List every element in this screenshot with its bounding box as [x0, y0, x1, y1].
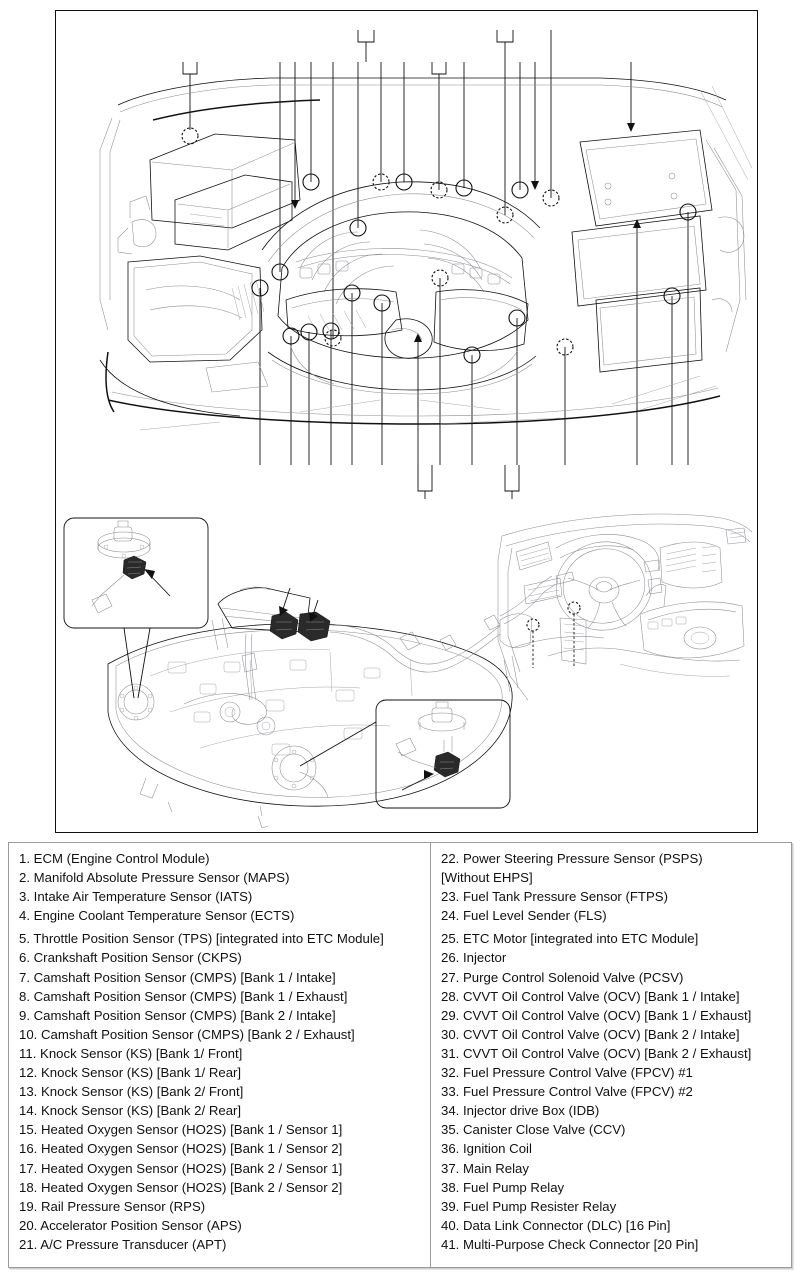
legend-item-left-2: 3. Intake Air Temperature Sensor (IATS) — [19, 889, 253, 905]
legend-item-right-3: 24. Fuel Level Sender (FLS) — [441, 908, 607, 924]
legend-item-right-5: 26. Injector — [441, 950, 507, 966]
legend-item-right-6: 27. Purge Control Solenoid Valve (PCSV) — [441, 969, 684, 985]
legend-item-right-20: 41. Multi-Purpose Check Connector [20 Pin] — [441, 1236, 699, 1252]
legend-item-right-7: 28. CVVT Oil Control Valve (OCV) [Bank 1 / Intake] — [441, 988, 740, 1004]
legend-item-right-11: 32. Fuel Pressure Control Valve (FPCV) #1 — [441, 1065, 693, 1081]
legend-item-right-15: 36. Ignition Coil — [441, 1141, 532, 1157]
legend-left-column — [19, 849, 419, 1254]
legend-item-right-13: 34. Injector drive Box (IDB) — [441, 1103, 600, 1119]
component-legend — [8, 842, 792, 1268]
legend-item-right-4: 25. ETC Motor [integrated into ETC Module] — [441, 931, 699, 947]
legend-item-right-17: 38. Fuel Pump Relay — [441, 1179, 565, 1195]
legend-item-left-16: 17. Heated Oxygen Sensor (HO2S) [Bank 2 / Sensor 1] — [19, 1160, 343, 1176]
legend-item-left-6: 7. Camshaft Position Sensor (CMPS) [Bank 1 / Intake] — [19, 969, 336, 985]
legend-item-right-10: 31. CVVT Oil Control Valve (OCV) [Bank 2 / Exhaust] — [441, 1045, 752, 1061]
legend-divider — [430, 843, 431, 1267]
legend-item-left-9: 10. Camshaft Position Sensor (CMPS) [Bank 2 / Exhaust] — [19, 1026, 355, 1042]
diagram-frame — [55, 10, 758, 833]
legend-item-right-12: 33. Fuel Pressure Control Valve (FPCV) #2 — [441, 1084, 693, 1100]
legend-item-left-14: 15. Heated Oxygen Sensor (HO2S) [Bank 1 / Sensor 1] — [19, 1122, 343, 1138]
legend-item-left-15: 16. Heated Oxygen Sensor (HO2S) [Bank 1 / Sensor 2] — [19, 1141, 343, 1157]
legend-item-right-2: 23. Fuel Tank Pressure Sensor (FTPS) — [441, 889, 668, 905]
legend-item-right-14: 35. Canister Close Valve (CCV) — [441, 1122, 626, 1138]
legend-item-left-18: 19. Rail Pressure Sensor (RPS) — [19, 1198, 206, 1214]
legend-item-right-8: 29. CVVT Oil Control Valve (OCV) [Bank 1 / Exhaust] — [441, 1007, 752, 1023]
legend-item-left-1: 2. Manifold Absolute Pressure Sensor (MAPS) — [19, 870, 290, 886]
legend-item-right-0: 22. Power Steering Pressure Sensor (PSPS) — [441, 851, 703, 866]
legend-item-left-12: 13. Knock Sensor (KS) [Bank 2/ Front] — [19, 1084, 244, 1100]
legend-item-right-9: 30. CVVT Oil Control Valve (OCV) [Bank 2 / Intake] — [441, 1026, 740, 1042]
legend-item-left-7: 8. Camshaft Position Sensor (CMPS) [Bank 1 / Exhaust] — [19, 988, 348, 1004]
legend-item-left-5: 6. Crankshaft Position Sensor (CKPS) — [19, 950, 242, 966]
legend-item-left-11: 12. Knock Sensor (KS) [Bank 1/ Rear] — [19, 1065, 242, 1081]
legend-item-right-18: 39. Fuel Pump Resister Relay — [441, 1198, 617, 1214]
legend-item-right-1: [Without EHPS] — [441, 870, 533, 886]
legend-item-left-19: 20. Accelerator Position Sensor (APS) — [19, 1217, 242, 1233]
legend-item-left-17: 18. Heated Oxygen Sensor (HO2S) [Bank 2 / Sensor 2] — [19, 1179, 343, 1195]
legend-item-left-4: 5. Throttle Position Sensor (TPS) [integrated into ETC Module] — [19, 931, 384, 947]
legend-item-right-19: 40. Data Link Connector (DLC) [16 Pin] — [441, 1217, 671, 1233]
legend-item-left-10: 11. Knock Sensor (KS) [Bank 1/ Front] — [19, 1045, 243, 1061]
legend-item-left-8: 9. Camshaft Position Sensor (CMPS) [Bank 2 / Intake] — [19, 1007, 336, 1023]
legend-item-left-0: 1. ECM (Engine Control Module) — [19, 851, 210, 866]
legend-item-left-13: 14. Knock Sensor (KS) [Bank 2/ Rear] — [19, 1103, 242, 1119]
legend-item-right-16: 37. Main Relay — [441, 1160, 529, 1176]
legend-item-left-20: 21. A/C Pressure Transducer (APT) — [19, 1236, 227, 1252]
legend-item-left-3: 4. Engine Coolant Temperature Sensor (ECTS) — [19, 908, 295, 924]
legend-right-column — [441, 849, 800, 1254]
